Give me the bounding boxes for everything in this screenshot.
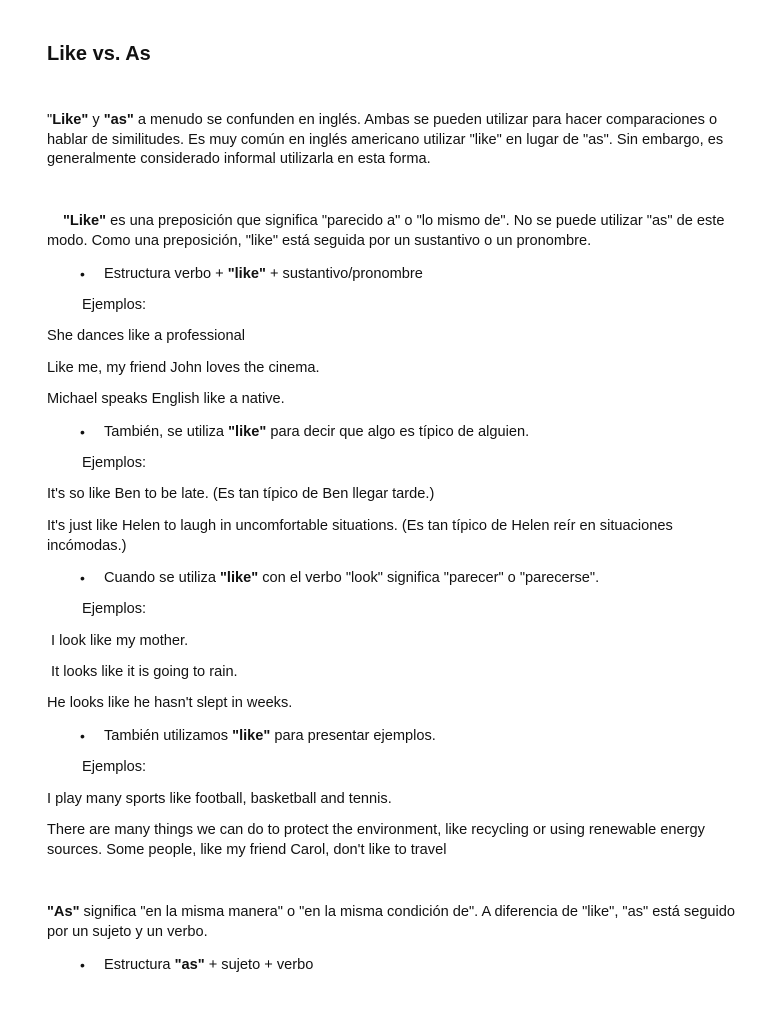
- bullet-text-bold: "like": [220, 570, 259, 586]
- bullet-text-bold: "like": [227, 266, 266, 282]
- intro-as-bold: "as": [103, 112, 134, 128]
- intro-text: a menudo se confunden en inglés. Ambas se pueden utilizar para hacer comparaciones o hablar de similitudes. Es muy común en inglés americano utilizar "like" en lugar de "as". Sin embargo, es generalmente considerado informal utilizarla en esta forma.: [47, 112, 724, 167]
- bullet-icon: •: [80, 570, 85, 586]
- like-definition-text: es una preposición que significa "parecido a" o "lo mismo de". No se puede utilizar "as" de este modo. Como una preposición, "like" está seguida por un sustantivo o un pronombre.: [47, 213, 725, 249]
- bullet-icon: •: [80, 728, 85, 744]
- intro-like-bold: Like": [52, 112, 89, 128]
- bullet-text-post: para decir que algo es típico de alguien.: [266, 424, 530, 440]
- example-line: It's just like Helen to laugh in uncomfortable situations. (Es tan típico de Helen reír en situaciones incómodas.): [47, 518, 673, 554]
- as-definition-paragraph: [47, 903, 737, 942]
- examples-label: Ejemplos:: [82, 455, 147, 471]
- bullet-text-bold: "like": [228, 424, 267, 440]
- page-title: Like vs. As: [47, 43, 151, 65]
- bullet-icon: •: [80, 424, 85, 440]
- bullet-text-pre: También utilizamos: [104, 728, 233, 744]
- example-line: There are many things we can do to protect the environment, like recycling or using renewable energy sources. Some people, like my friend Carol, don't like to travel: [47, 822, 705, 858]
- bullet-icon: •: [80, 266, 85, 282]
- example-line: I play many sports like football, basketball and tennis.: [47, 791, 392, 807]
- example-line: I look like my mother.: [47, 633, 189, 649]
- bullet-text-pre: Estructura: [104, 957, 175, 973]
- bullet-text: [104, 423, 529, 443]
- example-line: Like me, my friend John loves the cinema.: [47, 360, 320, 376]
- bullet-text: [104, 265, 423, 285]
- examples-label: Ejemplos:: [82, 297, 147, 313]
- example-line: It looks like it is going to rain.: [47, 664, 238, 680]
- bullet-text-post: + sustantivo/pronombre: [265, 266, 423, 282]
- bullet-text-post: + sujeto + verbo: [204, 957, 314, 973]
- bullet-text-pre: Estructura verbo +: [104, 266, 228, 282]
- examples-label: Ejemplos:: [82, 759, 147, 775]
- bullet-text: [104, 569, 599, 589]
- example-line: She dances like a professional: [47, 328, 245, 344]
- intro-quote: ": [47, 112, 53, 128]
- as-definition-bold: "As": [47, 904, 80, 920]
- example-line: He looks like he hasn't slept in weeks.: [47, 695, 293, 711]
- example-line: It's so like Ben to be late. (Es tan típico de Ben llegar tarde.): [47, 486, 435, 502]
- bullet-text-pre: Cuando se utiliza: [104, 570, 221, 586]
- as-definition-text: significa "en la misma manera" o "en la misma condición de". A diferencia de "like", "as" está seguido por un sujeto y un verbo.: [47, 904, 736, 940]
- bullet-text-pre: También, se utiliza: [104, 424, 229, 440]
- bullet-icon: •: [80, 957, 85, 973]
- example-line: Michael speaks English like a native.: [47, 391, 285, 407]
- bullet-text: [104, 727, 436, 747]
- bullet-text-bold: "like": [232, 728, 271, 744]
- bullet-text: [104, 956, 313, 976]
- bullet-text-bold: "as": [174, 957, 205, 973]
- like-definition-bold: "Like": [63, 213, 107, 229]
- intro-paragraph: [47, 111, 737, 170]
- bullet-text-post: para presentar ejemplos.: [270, 728, 436, 744]
- intro-y: y: [88, 112, 104, 128]
- examples-label: Ejemplos:: [82, 601, 147, 617]
- like-definition-paragraph: [47, 212, 737, 251]
- bullet-text-post: con el verbo "look" significa "parecer" o "parecerse".: [258, 570, 600, 586]
